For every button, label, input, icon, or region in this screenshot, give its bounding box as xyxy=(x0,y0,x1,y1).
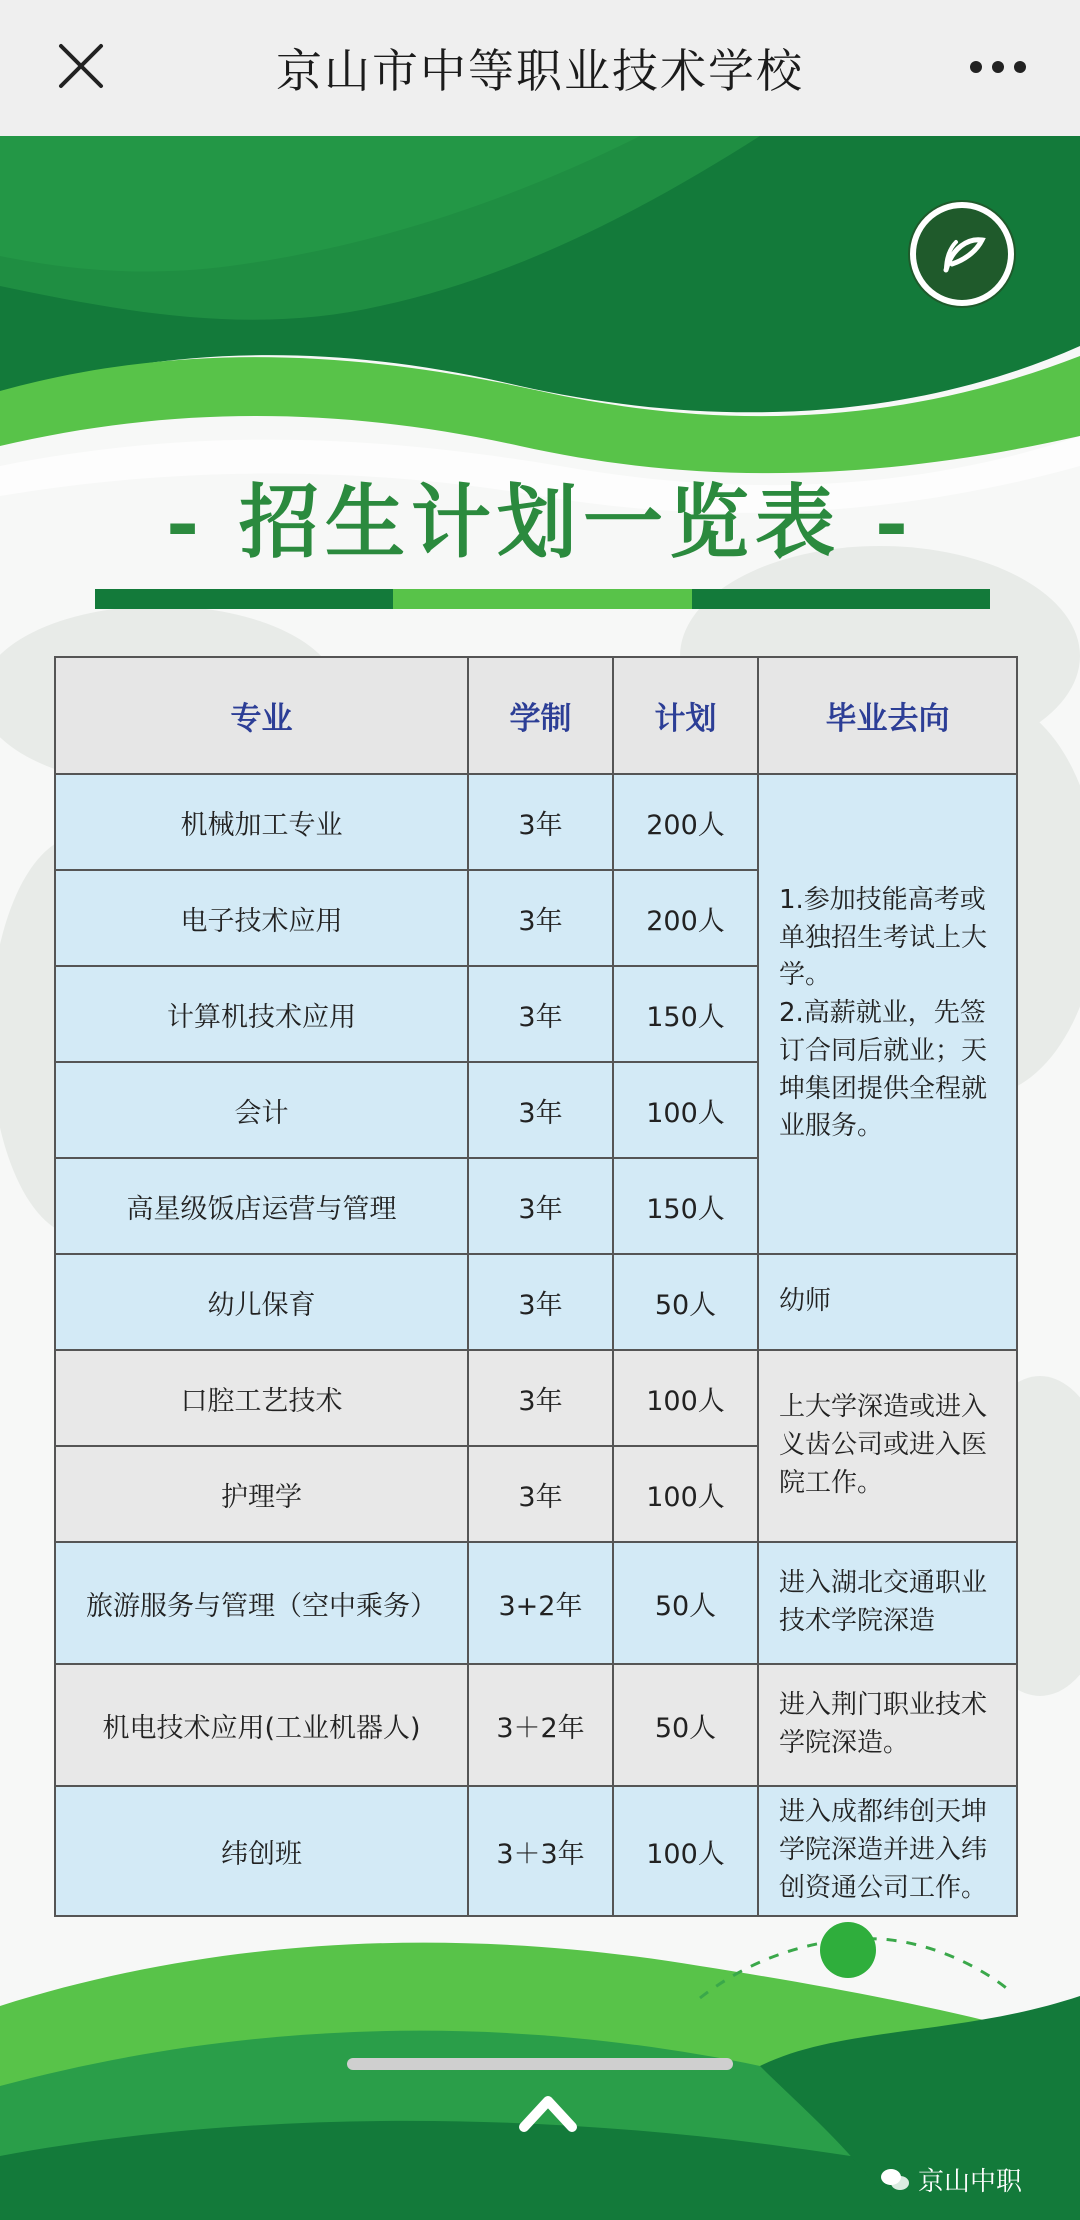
duration-cell: 3年 xyxy=(468,1158,613,1254)
header-plan: 计划 xyxy=(613,657,758,774)
table-header-row xyxy=(55,657,1017,774)
destination-cell: 幼师 xyxy=(758,1254,1017,1350)
header-destination: 毕业去向 xyxy=(758,657,1017,774)
account-watermark xyxy=(880,2161,1022,2198)
major-cell: 幼儿保育 xyxy=(55,1254,468,1350)
school-logo xyxy=(910,202,1014,306)
major-cell: 机电技术应用(工业机器人) xyxy=(55,1664,468,1786)
app-bar xyxy=(0,0,1080,136)
major-cell: 计算机技术应用 xyxy=(55,966,468,1062)
enrollment-poster xyxy=(0,136,1080,2220)
more-options-icon[interactable] xyxy=(968,55,1028,79)
plan-cell: 200人 xyxy=(613,774,758,870)
destination-cell: 进入荆门职业技术学院深造。 xyxy=(758,1664,1017,1786)
table-row xyxy=(55,1786,1017,1916)
plan-cell: 50人 xyxy=(613,1542,758,1664)
destination-cell: 1.参加技能高考或单独招生考试上大学。 2.高薪就业，先签订合同后就业；天坤集团提供全程就业服务。 xyxy=(758,774,1017,1254)
major-cell: 电子技术应用 xyxy=(55,870,468,966)
duration-cell: 3＋3年 xyxy=(468,1786,613,1916)
duration-cell: 3＋2年 xyxy=(468,1664,613,1786)
major-cell: 口腔工艺技术 xyxy=(55,1350,468,1446)
wechat-icon xyxy=(880,2167,910,2193)
leaf-icon xyxy=(916,208,1008,300)
home-indicator[interactable] xyxy=(347,2058,733,2070)
heading-divider xyxy=(95,589,990,609)
poster-heading: - 招生计划一览表 - xyxy=(165,475,915,569)
destination-cell: 进入湖北交通职业技术学院深造 xyxy=(758,1542,1017,1664)
plan-cell: 150人 xyxy=(613,1158,758,1254)
table-row xyxy=(55,1542,1017,1664)
major-cell: 高星级饭店运营与管理 xyxy=(55,1158,468,1254)
major-cell: 会计 xyxy=(55,1062,468,1158)
close-icon[interactable] xyxy=(55,40,107,92)
duration-cell: 3+2年 xyxy=(468,1542,613,1664)
table-row xyxy=(55,1350,1017,1446)
major-cell: 旅游服务与管理（空中乘务） xyxy=(55,1542,468,1664)
plan-cell: 150人 xyxy=(613,966,758,1062)
duration-cell: 3年 xyxy=(468,1446,613,1542)
table-row xyxy=(55,774,1017,870)
duration-cell: 3年 xyxy=(468,870,613,966)
major-cell: 机械加工专业 xyxy=(55,774,468,870)
page-title: 京山市中等职业技术学校 xyxy=(276,44,804,98)
destination-cell: 进入成都纬创天坤学院深造并进入纬创资通公司工作。 xyxy=(758,1786,1017,1916)
duration-cell: 3年 xyxy=(468,1062,613,1158)
plan-cell: 100人 xyxy=(613,1062,758,1158)
major-cell: 纬创班 xyxy=(55,1786,468,1916)
table-row xyxy=(55,1254,1017,1350)
plan-cell: 100人 xyxy=(613,1446,758,1542)
scroll-up-icon[interactable] xyxy=(518,2091,578,2133)
duration-cell: 3年 xyxy=(468,774,613,870)
plan-cell: 200人 xyxy=(613,870,758,966)
plan-cell: 100人 xyxy=(613,1786,758,1916)
table-row xyxy=(55,1664,1017,1786)
plan-cell: 50人 xyxy=(613,1254,758,1350)
duration-cell: 3年 xyxy=(468,1350,613,1446)
duration-cell: 3年 xyxy=(468,966,613,1062)
duration-cell: 3年 xyxy=(468,1254,613,1350)
destination-cell: 上大学深造或进入义齿公司或进入医院工作。 xyxy=(758,1350,1017,1542)
plan-cell: 50人 xyxy=(613,1664,758,1786)
major-cell: 护理学 xyxy=(55,1446,468,1542)
account-name: 京山中职 xyxy=(918,2167,1023,2197)
header-duration: 学制 xyxy=(468,657,613,774)
header-major: 专业 xyxy=(55,657,468,774)
plan-cell: 100人 xyxy=(613,1350,758,1446)
enrollment-plan-table xyxy=(54,656,1018,1917)
